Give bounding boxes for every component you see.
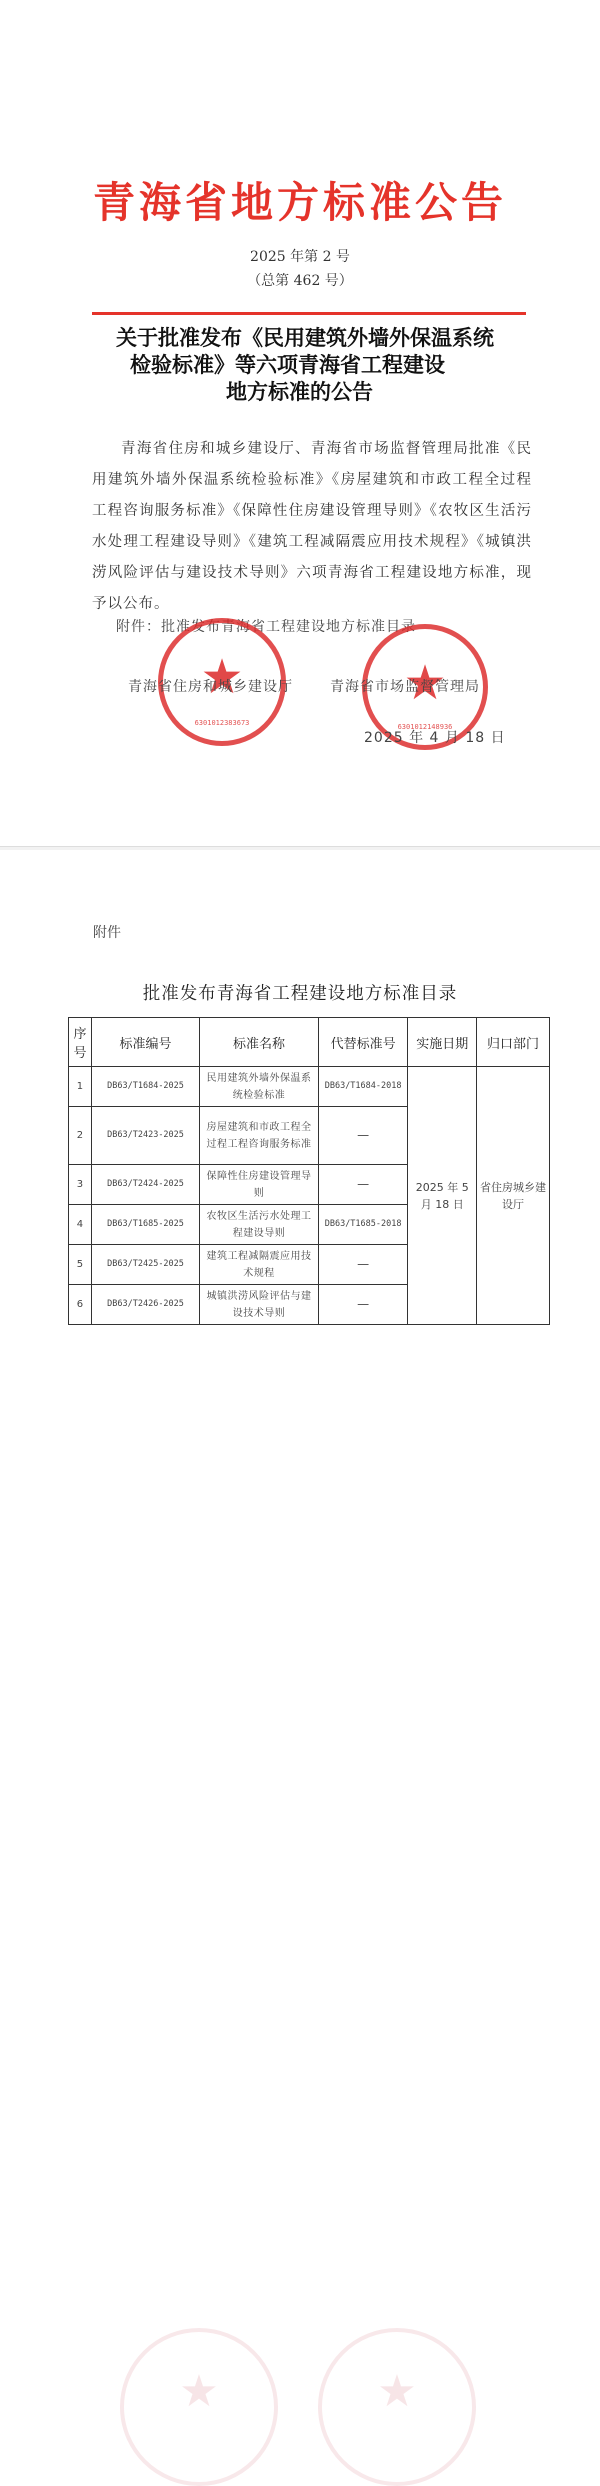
header-department: 归口部门 [477, 1018, 550, 1067]
row-no: 3 [69, 1165, 92, 1205]
star-icon: ★ [179, 2366, 219, 2417]
page-1 [0, 0, 600, 850]
row-no: 2 [69, 1107, 92, 1165]
row-name: 城镇洪涝风险评估与建设技术导则 [200, 1285, 319, 1325]
signatory: 青海省住房和城乡建设厅 [128, 679, 293, 695]
row-code: DB63/T2424-2025 [91, 1165, 199, 1205]
header-no: 序号 [69, 1018, 92, 1067]
row-name: 房屋建筑和市政工程全过程工程咨询服务标准 [200, 1107, 319, 1165]
header-effective-date: 实施日期 [408, 1018, 477, 1067]
row-code: DB63/T2425-2025 [91, 1245, 199, 1285]
row-replaces: — [318, 1245, 408, 1285]
star-icon: ★ [403, 655, 447, 711]
row-no: 4 [69, 1205, 92, 1245]
row-code: DB63/T1685-2025 [91, 1205, 199, 1245]
row-code: DB63/T2423-2025 [91, 1107, 199, 1165]
faint-seal [318, 2328, 476, 2486]
row-no: 6 [69, 1285, 92, 1325]
row-name: 民用建筑外墙外保温系统检验标准 [200, 1067, 319, 1107]
title-line: 检验标准》等六项青海省工程建设 [130, 352, 445, 377]
row-replaces: DB63/T1684-2018 [318, 1067, 408, 1107]
row-replaces: — [318, 1285, 408, 1325]
red-divider [92, 312, 526, 315]
total-number: （总第 462 号） [247, 273, 353, 289]
title-line: 关于批准发布《民用建筑外墙外保温系统 [116, 325, 494, 350]
star-icon: ★ [200, 649, 244, 705]
effective-date: 2025 年 5 月 18 日 [408, 1067, 477, 1325]
row-no: 1 [69, 1067, 92, 1107]
row-no: 5 [69, 1245, 92, 1285]
header-replaces: 代替标准号 [318, 1018, 408, 1067]
table-header-row [69, 1018, 550, 1067]
title-line: 地方标准的公告 [226, 379, 373, 404]
row-replaces: — [318, 1165, 408, 1205]
department: 省住房城乡建设厅 [477, 1067, 550, 1325]
announcement-body: 青海省住房和城乡建设厅、青海省市场监督管理局批准《民用建筑外墙外保温系统检验标准》《房屋建筑和市政工程全过程工程咨询服务标准》《保障性住房建设管理导则》《农牧区生活污水处理工程建设导则》《建筑工程减隔震应用技术规程》《城镇洪涝风险评估与建设技术导则》六项青海省工程建设地方标准，现予以公布。 [92, 441, 532, 612]
table-row [69, 1067, 550, 1107]
row-name: 保障性住房建设管理导则 [200, 1165, 319, 1205]
seal-serial: 6301012383673 [194, 719, 250, 727]
catalog-title: 批准发布青海省工程建设地方标准目录 [142, 984, 458, 1004]
row-code: DB63/T2426-2025 [91, 1285, 199, 1325]
row-replaces: — [318, 1107, 408, 1165]
faint-seal [120, 2328, 278, 2486]
row-name: 建筑工程减隔震应用技术规程 [200, 1245, 319, 1285]
attachment-line: 附件：批准发布青海省工程建设地方标准目录 [116, 619, 416, 635]
star-icon: ★ [377, 2366, 417, 2417]
header-code: 标准编号 [91, 1018, 199, 1067]
row-replaces: DB63/T1685-2018 [318, 1205, 408, 1245]
signatory: 青海省市场监督管理局 [330, 679, 480, 695]
row-name: 农牧区生活污水处理工程建设导则 [200, 1205, 319, 1245]
standards-table [68, 1017, 550, 1325]
seal-serial: 6301012148936 [397, 723, 453, 731]
issue-date: 2025 年 4 月 18 日 [364, 730, 506, 746]
header-name: 标准名称 [200, 1018, 319, 1067]
issue-number: 2025 年第 2 号 [250, 249, 350, 265]
masthead: 青海省地方标准公告 [92, 178, 507, 227]
row-code: DB63/T1684-2025 [91, 1067, 199, 1107]
attachment-label: 附件 [93, 925, 121, 941]
